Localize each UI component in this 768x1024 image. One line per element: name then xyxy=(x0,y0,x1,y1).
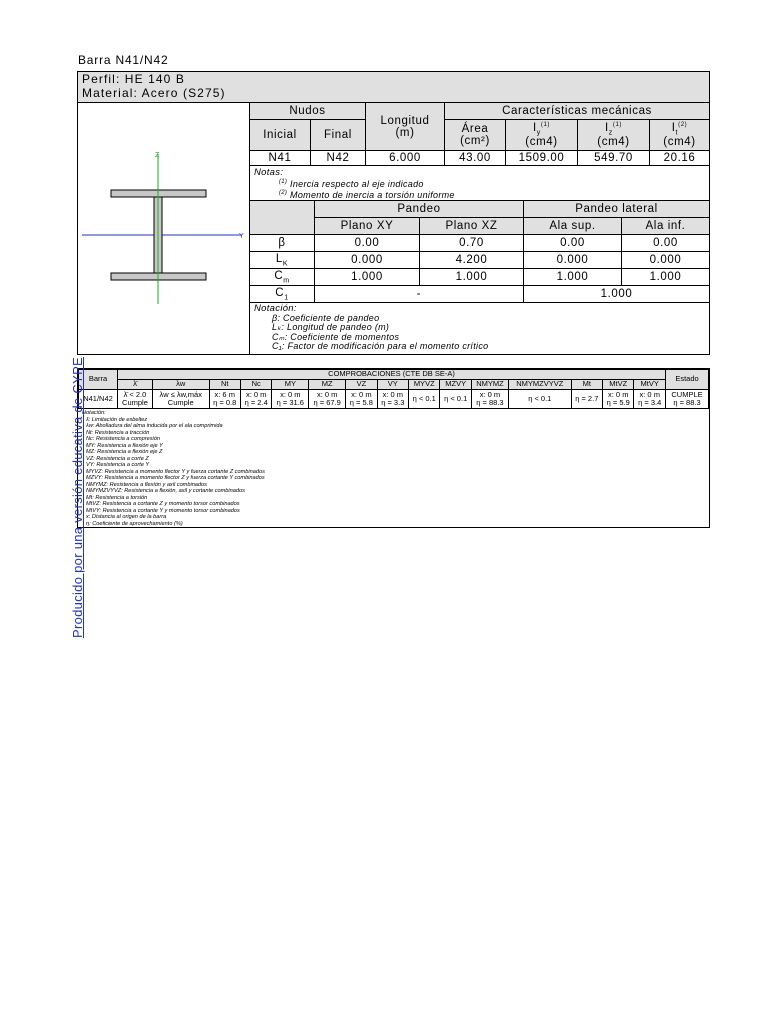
iy-header: $I_y^{(1)}$ (cm4) xyxy=(506,120,578,151)
inicial-header: Inicial xyxy=(250,120,311,151)
buckling-row-c1: $C_1$ - 1.000 xyxy=(250,286,710,303)
check-cell: η < 0.1 xyxy=(508,390,571,409)
check-header: MtVY xyxy=(634,380,666,390)
checks-legend: Notación: λ̄: Limitación de esbeltez λw: Abolladura del alma inducida por el ala comprimida Nt: Resistencia a tracción Nc: Resistencia a compresión MY: Resistencia a flexión eje Y MZ: Resistencia a flexión eje Z VZ: Resistencia a corte Z VY: Resistencia a corte Y MYVZ: Resistencia a momento flector Y y fuerza cortante Z combinados MZVY: Resistencia a momento flector Z y fuerza cortante Y combinados NMYMZ: Resistencia a flexión y axil combinados NMYMZVYVZ: Resistencia a flexión, axil y cortante combinados Mt: Resistencia a torsión MtVZ: Resistencia a cortante Z y momento torsor combinados MtVY: Resistencia a cortante Y y momento torsor combinados x: Distancia al origen de la barra η: Coeficiente de aprovechamiento (%) xyxy=(82,410,265,527)
longitud-header: Longitud (m) xyxy=(366,103,445,151)
checks-title: COMPROBACIONES (CTE DB SE-A) xyxy=(118,370,666,380)
checks-panel xyxy=(77,368,710,528)
pandeo-lateral-header: Pandeo lateral xyxy=(524,201,710,218)
check-cell: x: 0 m η = 3.4 xyxy=(634,390,666,409)
check-header: MZ xyxy=(309,380,346,390)
check-header: NMYMZ xyxy=(471,380,508,390)
notes-block: Notas: $^{(1)}$ Inercia respecto al eje indicado $^{(2)}$ Momento de inercia a torsión uniforme xyxy=(254,167,455,200)
check-cell: λ̄ < 2.0 Cumple xyxy=(118,390,153,409)
y-axis-label: Y xyxy=(239,233,244,240)
properties-table xyxy=(249,102,710,166)
plano-xz-header: Plano XZ xyxy=(420,218,524,235)
check-header: MZVY xyxy=(440,380,471,390)
profile-panel xyxy=(77,71,710,355)
iy-value: 1509.00 xyxy=(506,151,578,166)
check-cell: η < 0.1 xyxy=(440,390,471,409)
check-header: NMYMZVYVZ xyxy=(508,380,571,390)
check-header: MYVZ xyxy=(409,380,440,390)
area-value: 43.00 xyxy=(445,151,506,166)
it-value: 20.16 xyxy=(650,151,710,166)
pandeo-header: Pandeo xyxy=(315,201,524,218)
checks-table xyxy=(78,369,709,409)
check-cell: η = 2.7 xyxy=(571,390,602,409)
ala-inf-header: Ala inf. xyxy=(622,218,710,235)
plano-xy-header: Plano XY xyxy=(315,218,420,235)
final-value: N42 xyxy=(311,151,366,166)
profile-perfil: Perfil: HE 140 B xyxy=(82,72,185,86)
check-cell: x: 6 m η = 0.8 xyxy=(209,390,240,409)
nudos-header: Nudos xyxy=(250,103,366,120)
inicial-value: N41 xyxy=(250,151,311,166)
buckling-row: $L_K$ 0.000 4.200 0.000 0.000 xyxy=(250,252,710,269)
educational-version-link[interactable]: Producido por una versión educativa de CYPE xyxy=(70,356,85,638)
notation-block: Notación: β: Coeficiente de pandeo Lₖ: Longitud de pandeo (m) Cₘ: Coeficiente de momentos C₁: Factor de modificación para el momento crítico xyxy=(254,303,489,351)
barra-value: N41/N42 xyxy=(79,390,118,409)
buckling-row: β 0.00 0.70 0.00 0.00 xyxy=(250,235,710,252)
check-cell: x: 0 m η = 5.8 xyxy=(346,390,377,409)
estado-header: Estado xyxy=(666,370,709,390)
check-cell: λw ≤ λw,máx Cumple xyxy=(152,390,209,409)
check-cell: η < 0.1 xyxy=(409,390,440,409)
profile-material: Material: Acero (S275) xyxy=(82,86,226,100)
profile-header xyxy=(78,72,709,103)
check-header: Nc xyxy=(240,380,271,390)
barra-header: Barra xyxy=(79,370,118,390)
check-cell: x: 0 m η = 5.9 xyxy=(603,390,634,409)
check-cell: x: 0 m η = 2.4 xyxy=(240,390,271,409)
longitud-value: 6.000 xyxy=(366,151,445,166)
section-figure xyxy=(78,102,250,354)
area-header: Área (cm²) xyxy=(445,120,506,151)
ala-sup-header: Ala sup. xyxy=(524,218,622,235)
iz-value: 549.70 xyxy=(578,151,650,166)
iz-header: $I_z^{(1)}$ (cm4) xyxy=(578,120,650,151)
check-header: λw xyxy=(152,380,209,390)
check-cell: x: 0 m η = 67.9 xyxy=(309,390,346,409)
i-beam-diagram xyxy=(78,102,249,354)
final-header: Final xyxy=(311,120,366,151)
z-axis-label: Z xyxy=(155,152,160,159)
check-cell: x: 0 m η = 3.3 xyxy=(377,390,408,409)
buckling-table xyxy=(249,200,710,303)
it-header: $I_t^{(2)}$ (cm4) xyxy=(650,120,710,151)
check-header: VZ xyxy=(346,380,377,390)
estado-value: CUMPLE η = 88.3 xyxy=(666,390,709,409)
check-header: λ̄ xyxy=(118,380,153,390)
check-header: VY xyxy=(377,380,408,390)
page-title: Barra N41/N42 xyxy=(78,53,169,67)
check-cell: x: 0 m η = 88.3 xyxy=(471,390,508,409)
check-header: MtVZ xyxy=(603,380,634,390)
check-cell: x: 0 m η = 31.6 xyxy=(272,390,309,409)
check-header: Mt xyxy=(571,380,602,390)
buckling-row: $C_m$ 1.000 1.000 1.000 1.000 xyxy=(250,269,710,286)
check-header: Nt xyxy=(209,380,240,390)
caracteristicas-header: Características mecánicas xyxy=(445,103,710,120)
check-header: MY xyxy=(272,380,309,390)
